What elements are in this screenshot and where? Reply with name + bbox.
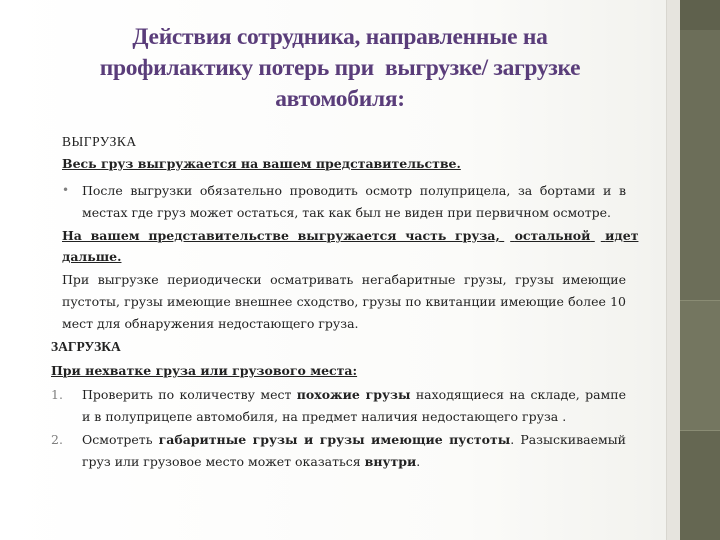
partial-unloading-part: остальной	[514, 228, 591, 243]
list-number: 1.	[51, 387, 63, 402]
sidebar-divider	[680, 430, 720, 431]
sidebar-divider	[680, 300, 720, 301]
slide-edge	[666, 0, 681, 540]
list-item-emphasis: внутри	[364, 453, 417, 469]
list-item-text: . Разыскиваемый груз или грузовое место может оказаться	[82, 432, 630, 469]
sidebar-block-top	[680, 0, 720, 30]
all-cargo-statement: Весь груз выгружается на вашем представительстве.	[62, 156, 461, 171]
list-number: 2.	[51, 432, 63, 447]
bullet-text: После выгрузки обязательно проводить осмотр полуприцела, за бортами и в местах где груз может остаться, так как был не виден при первичном осмотре.	[82, 183, 626, 220]
list-item	[82, 429, 630, 473]
title-line: Действия сотрудника, направленные на	[132, 24, 548, 50]
list-item-emphasis: похожие грузы	[296, 387, 411, 402]
title-line: профилактику потерь при выгрузке/ загрузке	[99, 55, 581, 81]
shortage-statement: При нехватке груза или грузового места:	[51, 363, 358, 378]
bullet-marker: •	[62, 183, 70, 197]
list-item-text: .	[416, 453, 421, 469]
list-item-text: Осмотреть	[82, 432, 159, 447]
title-line: автомобиля:	[275, 86, 405, 112]
loading-heading: ЗАГРУЗКА	[51, 339, 121, 354]
partial-unloading-continuation: дальше.	[62, 249, 122, 264]
partial-unloading-statement	[62, 225, 639, 247]
partial-unloading-part: идет	[605, 228, 639, 243]
decorative-sidebar	[680, 0, 720, 540]
periodic-inspection-paragraph: При выгрузке периодически осматривать негабаритные грузы, грузы имеющие пустоты, грузы имеющие внешнее сходство, грузы по квитанции имеющие более 10 мест для обнаружения недостающего груза.	[62, 272, 626, 331]
sidebar-block-middle	[680, 300, 720, 430]
list-item-emphasis: габаритные грузы и грузы имеющие пустоты	[158, 432, 511, 447]
unloading-heading: ВЫГРУЗКА	[62, 134, 137, 149]
sidebar-block-bottom	[680, 430, 720, 540]
partial-unloading-part: На вашем представительстве выгружается часть груза,	[62, 228, 500, 243]
list-item-text: Проверить по количеству мест	[82, 387, 297, 402]
list-item-text: находящиеся на складе, рампе и в полуприцепе автомобиля, на предмет наличия недостающего груза .	[82, 387, 630, 424]
list-item	[82, 384, 630, 428]
